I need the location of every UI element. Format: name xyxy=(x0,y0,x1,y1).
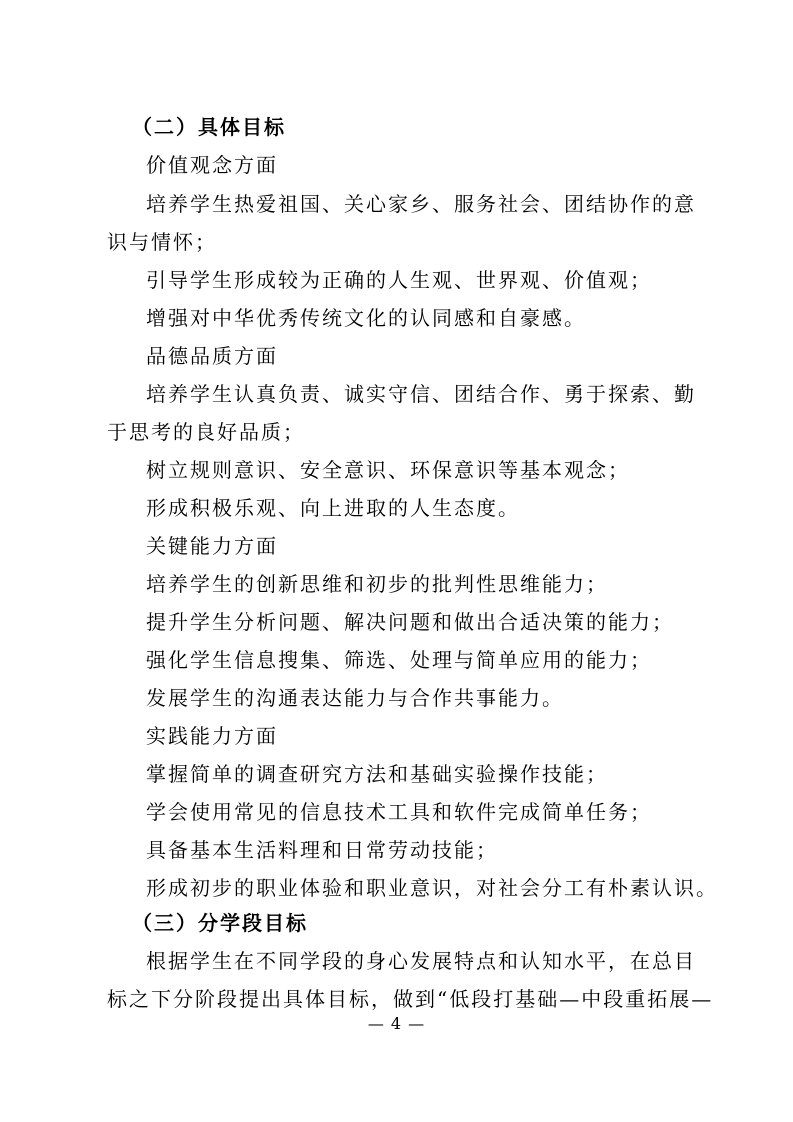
paragraph-line: 培养学生热爱祖国、关心家乡、服务社会、团结协作的意 xyxy=(146,192,696,216)
paragraph-line: 学会使用常见的信息技术工具和软件完成简单任务； xyxy=(146,800,652,824)
paragraph-line: 于思考的良好品质； xyxy=(107,420,305,444)
subheading-key-abilities: 关键能力方面 xyxy=(146,534,278,558)
paragraph-line: 发展学生的沟通表达能力与合作共事能力。 xyxy=(146,686,564,710)
section-heading-stage-goals: （三）分学段目标 xyxy=(132,911,308,935)
paragraph-line: 根据学生在不同学段的身心发展特点和认知水平，在总目 xyxy=(146,949,696,973)
paragraph-line: 掌握简单的调查研究方法和基础实验操作技能； xyxy=(146,762,608,786)
subheading-practice: 实践能力方面 xyxy=(146,724,278,748)
paragraph-line: 识与情怀； xyxy=(107,230,217,254)
paragraph-line: 形成初步的职业体验和职业意识，对社会分工有朴素认识。 xyxy=(146,876,718,900)
paragraph-line: 培养学生认真负责、诚实守信、团结合作、勇于探索、勤 xyxy=(146,382,696,406)
section-heading-specific-goals: （二）具体目标 xyxy=(132,115,286,139)
paragraph-line: 引导学生形成较为正确的人生观、世界观、价值观； xyxy=(146,268,652,292)
paragraph-line: 增强对中华优秀传统文化的认同感和自豪感。 xyxy=(146,306,586,330)
paragraph-line: 提升学生分析问题、解决问题和做出合适决策的能力； xyxy=(146,610,674,634)
paragraph-line: 标之下分阶段提出具体目标，做到“低段打基础—中段重拓展— xyxy=(107,987,714,1011)
paragraph-line: 具备基本生活料理和日常劳动技能； xyxy=(146,838,498,862)
page-number: — 4 — xyxy=(367,1014,426,1033)
subheading-morals: 品德品质方面 xyxy=(146,344,278,368)
paragraph-line: 形成积极乐观、向上进取的人生态度。 xyxy=(146,496,520,520)
subheading-values: 价值观念方面 xyxy=(146,153,278,177)
paragraph-line: 树立规则意识、安全意识、环保意识等基本观念； xyxy=(146,458,630,482)
paragraph-line: 强化学生信息搜集、筛选、处理与简单应用的能力； xyxy=(146,648,652,672)
paragraph-line: 培养学生的创新思维和初步的批判性思维能力； xyxy=(146,572,608,596)
